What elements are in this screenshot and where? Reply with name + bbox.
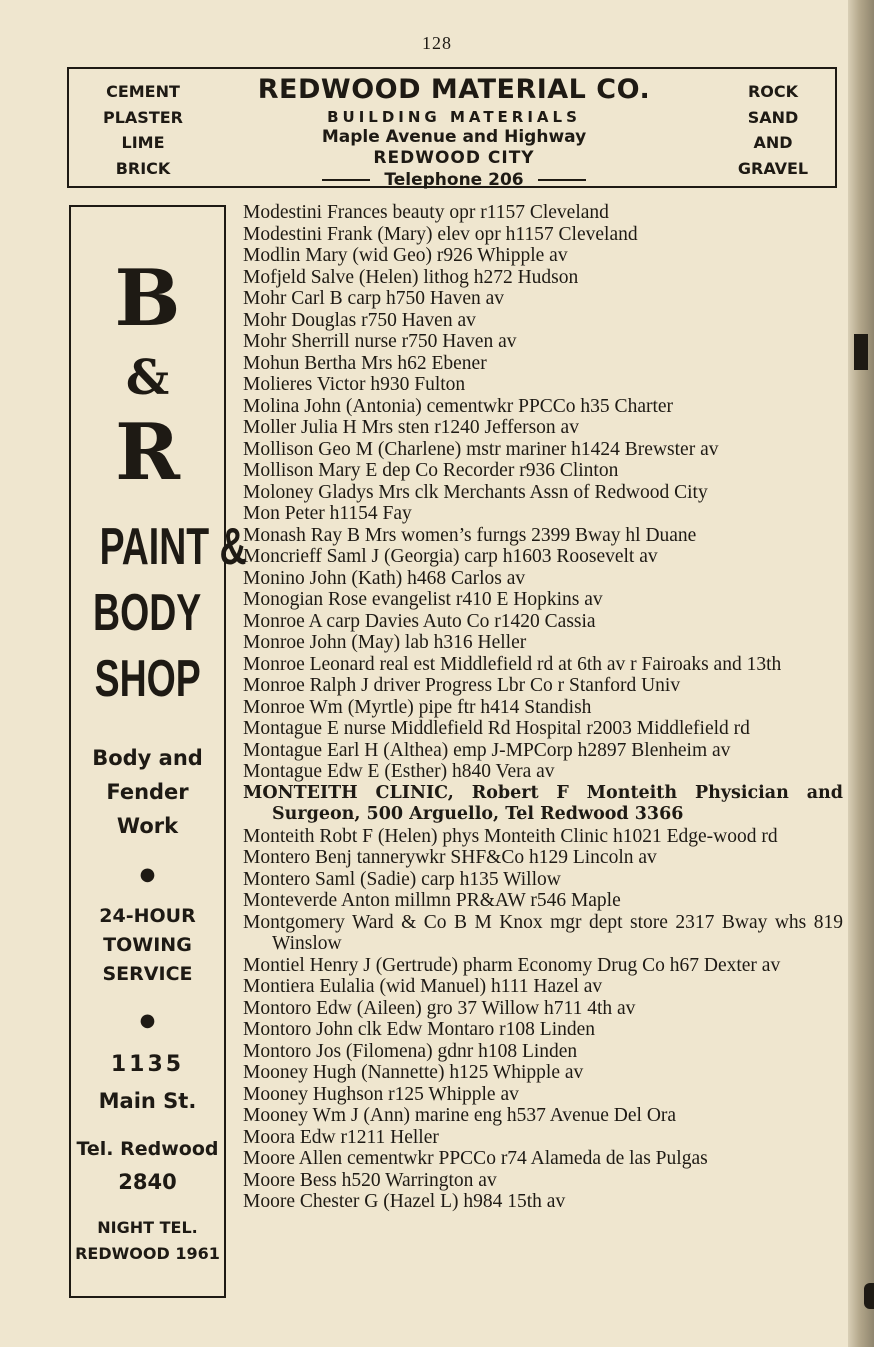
side-ad-towing-line: SERVICE (102, 963, 193, 985)
directory-entry: Montero Benj tannerywkr SHF&Co h129 Lincoln av (243, 847, 657, 868)
side-advertisement (69, 205, 247, 1298)
directory-listings (243, 202, 843, 1213)
ad-subtitle: BUILDING MATERIALS (327, 108, 581, 126)
ad-right-item: GRAVEL (737, 158, 809, 178)
directory-entry: Montoro Jos (Filomena) gdnr h108 Linden (243, 1040, 578, 1062)
directory-entry: Mohr Sherrill nurse r750 Haven av (243, 331, 517, 352)
side-ad-work-line: Body and (92, 746, 203, 770)
side-ad-body-line: BODY (93, 584, 202, 642)
directory-entry: Montero Saml (Sadie) carp h135 Willow (243, 868, 561, 890)
directory-entry: Moller Julia H Mrs sten r1240 Jefferson av (243, 417, 579, 438)
directory-entry: Montiel Henry J (Gertrude) pharm Economy Drug Co h67 Dexter av (243, 954, 781, 976)
ad-left-item: PLASTER (103, 107, 183, 127)
directory-entry: Moore Allen cementwkr PPCCo r74 Alameda de las Pulgas (243, 1148, 708, 1169)
side-ad-address-street: Main St. (98, 1089, 197, 1113)
side-ad-bullet: ● (139, 864, 156, 885)
ad-right-item: SAND (747, 107, 799, 127)
directory-entry: Mohr Carl B carp h750 Haven av (243, 288, 505, 309)
side-ad-ampersand: & (125, 350, 170, 406)
ad-phone-line (219, 169, 689, 191)
directory-entry: MONTEITH CLINIC, Robert F Monteith Physician and Surgeon, 500 Arguello, Tel Redwood 3366 (243, 782, 843, 824)
side-ad-shop-line: SHOP (94, 650, 201, 708)
directory-entry: Moloney Gladys Mrs clk Merchants Assn of Redwood City (243, 481, 708, 503)
directory-entry: Mooney Hughson r125 Whipple av (243, 1083, 519, 1105)
directory-entry: Monteith Robt F (Helen) phys Monteith Clinic h1021 Edge-wood rd (243, 825, 778, 847)
ad-left-column (83, 79, 203, 181)
directory-entry: Monroe John (May) lab h316 Heller (243, 632, 527, 653)
directory-entry: Moncrieff Saml J (Georgia) carp h1603 Roosevelt av (243, 546, 658, 567)
directory-entry: Monroe A carp Davies Auto Co r1420 Cassia (243, 610, 596, 632)
directory-entry: Monteverde Anton millmn PR&AW r546 Maple (243, 890, 621, 911)
ad-rule-right (538, 179, 586, 181)
directory-entry: Mon Peter h1154 Fay (243, 503, 412, 524)
directory-entry: Montiera Eulalia (wid Manuel) h111 Hazel av (243, 976, 603, 997)
side-ad-work-line: Work (116, 814, 179, 838)
directory-entry: Molina John (Antonia) cementwkr PPCCo h35 Charter (243, 395, 674, 417)
directory-entry: Montoro Edw (Aileen) gro 37 Willow h711 4th av (243, 997, 636, 1019)
ad-city: REDWOOD CITY (373, 148, 535, 168)
page-number: 128 (422, 33, 452, 53)
side-ad-letter-b: B (114, 253, 181, 344)
ad-right-item: ROCK (747, 82, 799, 101)
ad-left-item: LIME (121, 133, 165, 152)
directory-entry: Montague Earl H (Althea) emp J-MPCorp h2897 Blenheim av (243, 739, 731, 761)
directory-entry: Mollison Geo M (Charlene) mstr mariner h1424 Brewster av (243, 438, 719, 460)
directory-entry: Mohr Douglas r750 Haven av (243, 309, 476, 331)
side-ad-bullet: ● (139, 1010, 156, 1031)
side-ad-address-number: 1135 (110, 1052, 185, 1077)
side-ad-paint-line: PAINT & (99, 518, 247, 576)
ad-address: Maple Avenue and Highway (321, 127, 587, 147)
header-advertisement (67, 67, 837, 188)
directory-entry: Modestini Frank (Mary) elev opr h1157 Cleveland (243, 223, 638, 245)
directory-entry: Mooney Wm J (Ann) marine eng h537 Avenue Del Ora (243, 1105, 677, 1126)
directory-entry: Montague Edw E (Esther) h840 Vera av (243, 761, 555, 782)
directory-entry: Montague E nurse Middlefield Rd Hospital r2003 Middlefield rd (243, 718, 750, 739)
directory-entry: Mohun Bertha Mrs h62 Ebener (243, 352, 487, 374)
ad-right-column (713, 79, 833, 181)
edge-thumb-tab-bottom (864, 1283, 874, 1309)
directory-entry: Molieres Victor h930 Fulton (243, 374, 466, 395)
page-edge (848, 0, 874, 1347)
directory-entry: Mofjeld Salve (Helen) lithog h272 Hudson (243, 266, 579, 288)
directory-entry: Monroe Ralph J driver Progress Lbr Co r Stanford Univ (243, 675, 681, 696)
side-ad-letter-r: R (115, 407, 180, 498)
ad-right-item: AND (753, 133, 793, 152)
directory-entry: Modestini Frances beauty opr r1157 Cleveland (243, 202, 609, 223)
directory-entry: Moore Chester G (Hazel L) h984 15th av (243, 1191, 566, 1212)
side-ad-towing-line: 24-HOUR (99, 905, 196, 927)
directory-entry: Monogian Rose evangelist r410 E Hopkins av (243, 589, 603, 610)
ad-center-column (219, 73, 689, 191)
side-ad-towing-line: TOWING (103, 934, 192, 956)
directory-entry: Monroe Leonard real est Middlefield rd at 6th av r Fairoaks and 13th (243, 653, 782, 675)
directory-entry: Moore Bess h520 Warrington av (243, 1169, 497, 1191)
side-ad-night-number: REDWOOD 1961 (75, 1244, 220, 1263)
side-ad-night-label: NIGHT TEL. (97, 1218, 198, 1237)
ad-left-item: CEMENT (106, 82, 180, 101)
ad-left-item: BRICK (115, 158, 171, 178)
side-ad-work-line: Fender (106, 780, 189, 804)
directory-entry: Monino John (Kath) h468 Carlos av (243, 567, 526, 589)
directory-entry: Monash Ray B Mrs women’s furngs 2399 Bway hl Duane (243, 524, 697, 546)
directory-entry: Montgomery Ward & Co B M Knox mgr dept store 2317 Bway whs 819 Winslow (243, 911, 843, 954)
directory-entry: Montoro John clk Edw Montaro r108 Linden (243, 1019, 596, 1040)
directory-entry: Modlin Mary (wid Geo) r926 Whipple av (243, 245, 568, 266)
ad-phone: Telephone 206 (384, 170, 524, 190)
ad-rule-left (322, 179, 370, 181)
side-ad-tel-label: Tel. Redwood (76, 1138, 219, 1160)
directory-entry: Mollison Mary E dep Co Recorder r936 Clinton (243, 460, 619, 481)
directory-entry: Moora Edw r1211 Heller (243, 1126, 439, 1148)
side-ad-tel-number: 2840 (118, 1170, 177, 1194)
directory-entry: Monroe Wm (Myrtle) pipe ftr h414 Standish (243, 696, 592, 718)
directory-entry: Mooney Hugh (Nannette) h125 Whipple av (243, 1062, 584, 1083)
ad-company-name: REDWOOD MATERIAL CO. (257, 74, 651, 105)
edge-thumb-tab (854, 334, 868, 370)
